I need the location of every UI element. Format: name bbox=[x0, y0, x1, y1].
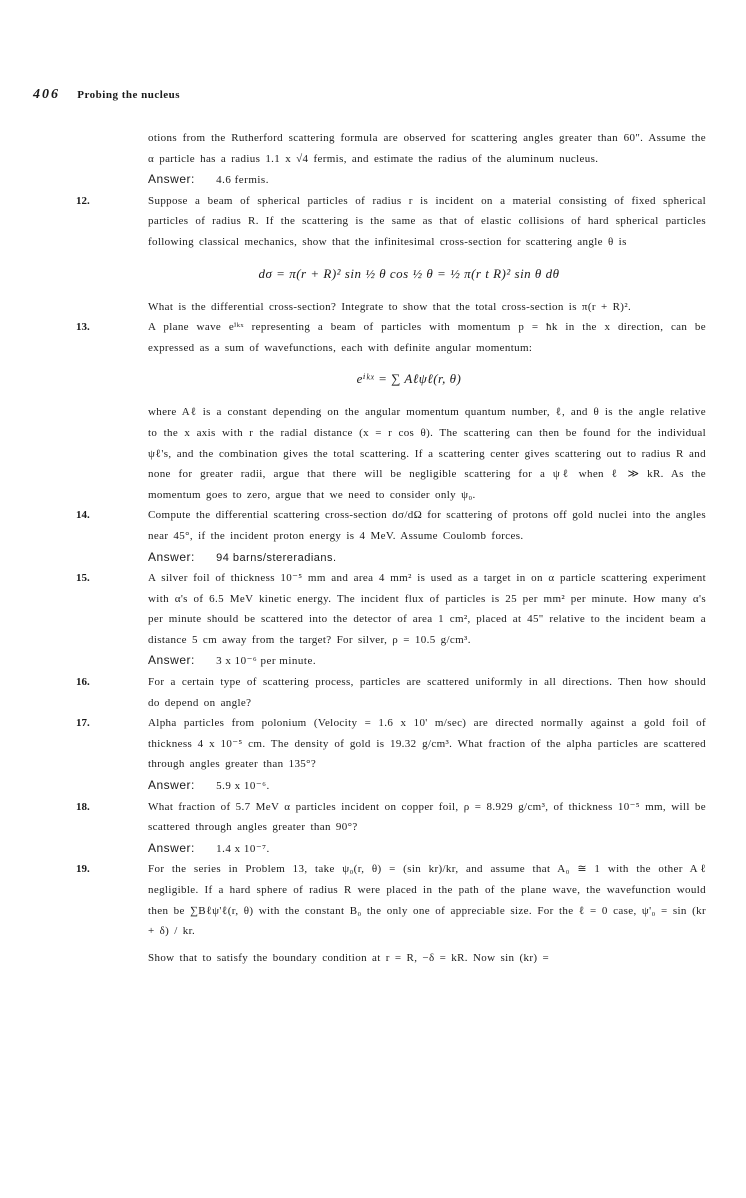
problem-16 bbox=[76, 672, 706, 713]
problem-text: For a certain type of scattering process, particles are scattered uniformly in all directions. Then how should do depend on angle? bbox=[148, 676, 706, 709]
problem-12 bbox=[76, 191, 706, 317]
answer-value: 3 x 10⁻⁶ per minute. bbox=[216, 655, 317, 668]
answer bbox=[112, 169, 706, 191]
problem-text-cont: Show that to satisfy the boundary condition at r = R, −δ = kR. Now sin (kr) = bbox=[148, 951, 550, 964]
problem-text: What fraction of 5.7 MeV α particles incident on copper foil, ρ = 8.929 g/cm³, of thickness 10⁻⁵ mm, will be scattered through angles greater than 90°? bbox=[148, 800, 706, 834]
problem-number: 18. bbox=[76, 800, 90, 813]
problem-text-cont: where Aℓ is a constant depending on the angular momentum quantum number, ℓ, and θ is the angle relative to the x axis with r the radial distance (x = r cos θ). The scattering can then be found for the individual ψℓ's, and the combination gives the total scattering. If a scattering center gives scattering out to radius R and none for greater radii, argue that there will be negligible scattering for a ψℓ when ℓ ≫ kR. As the momentum goes to zero, argue that we need to consider only ψ₀. bbox=[148, 406, 706, 501]
answer-value: 94 barns/stereradians. bbox=[216, 551, 337, 564]
problem-19 bbox=[76, 859, 706, 968]
problem-text: A silver foil of thickness 10⁻⁵ mm and area 4 mm² is used as a target in on α particle scattering experiment with α's of 6.5 MeV kinetic energy. The incident flux of particles is 25 per mm² per minute. How many α's per minute should be scattered into the detector of area 1 cm², placed at 45" relative to the incident beam a distance 5 cm away from the target? For silver, ρ = 10.5 g/cm³. bbox=[148, 572, 706, 646]
problem-number: 12. bbox=[76, 194, 90, 207]
answer-value: 4.6 fermis. bbox=[216, 174, 269, 187]
problem-number: 16. bbox=[76, 676, 90, 689]
problem-continuation bbox=[112, 128, 706, 191]
answer-label: Answer: bbox=[148, 653, 195, 668]
equation: eⁱᵏˣ = ∑ Aℓψℓ(r, θ) bbox=[356, 371, 462, 387]
problem-number: 15. bbox=[76, 572, 90, 585]
answer-label: Answer: bbox=[148, 549, 195, 564]
problem-number: 17. bbox=[76, 717, 90, 730]
answer-value: 1.4 x 10⁻⁷. bbox=[216, 842, 270, 855]
page-header bbox=[33, 86, 180, 103]
continuation-text: otions from the Rutherford scattering formula are observed for scattering angles greater than 60". Assume the α particle has a radius 1.1 x √4 fermis, and estimate the radius of the aluminum nucleus. bbox=[148, 132, 706, 165]
answer-label: Answer: bbox=[148, 840, 195, 855]
answer bbox=[112, 650, 706, 672]
problem-15 bbox=[76, 568, 706, 672]
answer bbox=[112, 775, 706, 797]
problem-17 bbox=[76, 713, 706, 796]
problem-14 bbox=[76, 505, 706, 568]
equation: dσ = π(r + R)² sin ½ θ cos ½ θ = ½ π(r t R)² sin θ dθ bbox=[258, 265, 560, 281]
problem-text-cont: What is the differential cross-section? Integrate to show that the total cross-section is π(r + R)². bbox=[148, 300, 632, 313]
problem-text: For the series in Problem 13, take ψ₀(r, θ) = (sin kr)/kr, and assume that A₀ ≅ 1 with the other Aℓ negligible. If a hard sphere of radius R were placed in the path of the plane wave, the wavefunction would then be ∑Bℓψ'ℓ(r, θ) with the constant B₀ the only one of appreciable size. For the ℓ = 0 case, ψ'₀ = sin (kr + δ) / kr. bbox=[148, 863, 706, 938]
running-title: Probing the nucleus bbox=[77, 89, 181, 101]
problem-number: 13. bbox=[76, 321, 90, 334]
answer bbox=[112, 838, 706, 860]
answer-label: Answer: bbox=[148, 778, 195, 793]
page-number: 406 bbox=[33, 87, 60, 102]
problem-number: 14. bbox=[76, 509, 90, 522]
answer-value: 5.9 x 10⁻⁶. bbox=[216, 780, 270, 793]
problem-text: Alpha particles from polonium (Velocity = 1.6 x 10' m/sec) are directed normally against a gold foil of thickness 4 x 10⁻⁵ cm. The density of gold is 19.32 g/cm³. What fraction of the alpha particles are scattered through angles greater than 135°? bbox=[148, 717, 706, 771]
answer bbox=[112, 547, 706, 569]
problem-text: Compute the differential scattering cross-section dσ/dΩ for scattering of protons off gold nuclei into the angles near 45°, if the incident proton energy is 4 MeV. Assume Coulomb forces. bbox=[148, 509, 706, 542]
problem-number: 19. bbox=[76, 863, 90, 876]
problem-18 bbox=[76, 797, 706, 860]
problem-13 bbox=[76, 317, 706, 505]
problem-text: A plane wave eⁱᵏˣ representing a beam of particles with momentum p = ħk in the x direction, can be expressed as a sum of wavefunctions, each with definite angular momentum: bbox=[148, 321, 706, 354]
problem-text: Suppose a beam of spherical particles of radius r is incident on a material consisting of fixed spherical particles of radius R. If the scattering is the same as that of elastic collisions of hard spherical particles following classical mechanics, show that the infinitesimal cross-section for scattering angle θ is bbox=[148, 194, 706, 248]
answer-label: Answer: bbox=[148, 172, 195, 187]
problem-list bbox=[76, 128, 706, 968]
